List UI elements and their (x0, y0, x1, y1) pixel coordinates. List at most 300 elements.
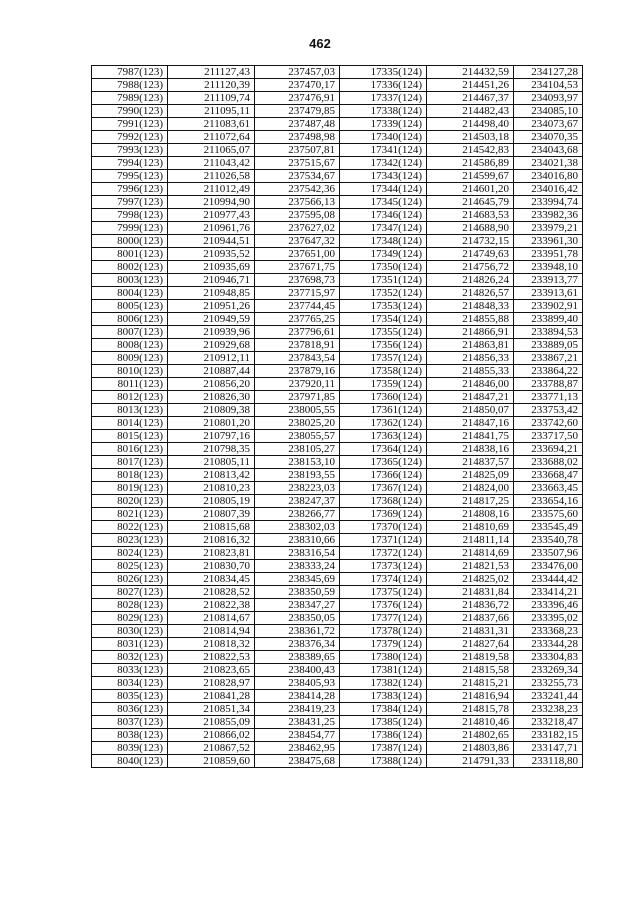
table-cell: 233414,21 (514, 586, 583, 599)
table-cell: 214811,14 (427, 534, 514, 547)
table-cell: 17381(124) (340, 664, 427, 677)
table-cell: 8007(123) (92, 326, 168, 339)
table-cell: 210834,45 (168, 573, 255, 586)
table-cell: 8036(123) (92, 703, 168, 716)
table-cell: 237479,85 (255, 105, 340, 118)
table-row (92, 495, 583, 508)
table-cell: 237796,61 (255, 326, 340, 339)
table-cell: 214816,94 (427, 690, 514, 703)
table-cell: 17363(124) (340, 430, 427, 443)
table-cell: 238475,68 (255, 755, 340, 768)
table-cell: 214850,07 (427, 404, 514, 417)
table-cell: 17350(124) (340, 261, 427, 274)
table-cell: 233994,74 (514, 196, 583, 209)
table-cell: 8021(123) (92, 508, 168, 521)
table-cell: 233894,53 (514, 326, 583, 339)
table-cell: 210851,34 (168, 703, 255, 716)
table-cell: 214432,59 (427, 66, 514, 79)
table-row (92, 560, 583, 573)
table-row (92, 443, 583, 456)
table-cell: 17387(124) (340, 742, 427, 755)
table-row (92, 235, 583, 248)
table-cell: 210935,69 (168, 261, 255, 274)
table-cell: 8005(123) (92, 300, 168, 313)
table-cell: 8015(123) (92, 430, 168, 443)
table-cell: 233147,71 (514, 742, 583, 755)
table-cell: 8029(123) (92, 612, 168, 625)
table-cell: 238333,24 (255, 560, 340, 573)
table-cell: 214683,53 (427, 209, 514, 222)
table-cell: 214599,67 (427, 170, 514, 183)
table-cell: 233575,60 (514, 508, 583, 521)
table-cell: 210948,85 (168, 287, 255, 300)
table-cell: 210929,68 (168, 339, 255, 352)
table-row (92, 248, 583, 261)
table-cell: 238419,23 (255, 703, 340, 716)
table-cell: 210798,35 (168, 443, 255, 456)
table-cell: 214749,63 (427, 248, 514, 261)
table-cell: 233507,96 (514, 547, 583, 560)
table-cell: 214542,83 (427, 144, 514, 157)
table-cell: 233304,83 (514, 651, 583, 664)
table-cell: 17358(124) (340, 365, 427, 378)
table-row (92, 456, 583, 469)
table-cell: 214451,26 (427, 79, 514, 92)
table-cell: 211120,39 (168, 79, 255, 92)
table-cell: 211072,64 (168, 131, 255, 144)
table-cell: 8020(123) (92, 495, 168, 508)
table-cell: 237498,98 (255, 131, 340, 144)
table-cell: 233255,73 (514, 677, 583, 690)
table-cell: 17344(124) (340, 183, 427, 196)
table-cell: 210855,09 (168, 716, 255, 729)
table-cell: 214825,09 (427, 469, 514, 482)
table-cell: 210944,51 (168, 235, 255, 248)
table-row (92, 599, 583, 612)
table-cell: 8024(123) (92, 547, 168, 560)
table-cell: 233867,21 (514, 352, 583, 365)
table-cell: 210912,11 (168, 352, 255, 365)
table-row (92, 105, 583, 118)
table-cell: 237651,00 (255, 248, 340, 261)
table-cell: 214810,46 (427, 716, 514, 729)
table-cell: 238400,43 (255, 664, 340, 677)
table-row (92, 157, 583, 170)
table-cell: 233899,40 (514, 313, 583, 326)
table-cell: 17377(124) (340, 612, 427, 625)
table-cell: 233951,78 (514, 248, 583, 261)
table-row (92, 625, 583, 638)
table-row (92, 352, 583, 365)
table-cell: 233694,21 (514, 443, 583, 456)
coordinates-table-body (92, 66, 583, 768)
table-cell: 233269,34 (514, 664, 583, 677)
table-cell: 214837,66 (427, 612, 514, 625)
table-cell: 7996(123) (92, 183, 168, 196)
table-row (92, 703, 583, 716)
table-cell: 234043,68 (514, 144, 583, 157)
table-cell: 8030(123) (92, 625, 168, 638)
table-row (92, 131, 583, 144)
table-row (92, 404, 583, 417)
table-cell: 211026,58 (168, 170, 255, 183)
table-cell: 8033(123) (92, 664, 168, 677)
table-cell: 237487,48 (255, 118, 340, 131)
table-cell: 17361(124) (340, 404, 427, 417)
table-cell: 8009(123) (92, 352, 168, 365)
table-cell: 17376(124) (340, 599, 427, 612)
table-row (92, 326, 583, 339)
table-row (92, 391, 583, 404)
table-cell: 238266,77 (255, 508, 340, 521)
table-cell: 214467,37 (427, 92, 514, 105)
table-cell: 17342(124) (340, 157, 427, 170)
table-cell: 214756,72 (427, 261, 514, 274)
table-cell: 214863,81 (427, 339, 514, 352)
table-cell: 211012,49 (168, 183, 255, 196)
table-cell: 238376,34 (255, 638, 340, 651)
table-cell: 210823,81 (168, 547, 255, 560)
table-cell: 210818,32 (168, 638, 255, 651)
table-cell: 8000(123) (92, 235, 168, 248)
table-cell: 233118,80 (514, 755, 583, 768)
table-row (92, 287, 583, 300)
table-cell: 238405,93 (255, 677, 340, 690)
table-cell: 238247,37 (255, 495, 340, 508)
table-row (92, 742, 583, 755)
table-row (92, 651, 583, 664)
table-cell: 214836,72 (427, 599, 514, 612)
table-cell: 210867,52 (168, 742, 255, 755)
table-cell: 8017(123) (92, 456, 168, 469)
table-cell: 238153,10 (255, 456, 340, 469)
table-cell: 8026(123) (92, 573, 168, 586)
table-cell: 214831,31 (427, 625, 514, 638)
table-cell: 237744,45 (255, 300, 340, 313)
table-cell: 237566,13 (255, 196, 340, 209)
table-cell: 17386(124) (340, 729, 427, 742)
table-cell: 233982,36 (514, 209, 583, 222)
table-row (92, 79, 583, 92)
table-row (92, 482, 583, 495)
table-cell: 238310,66 (255, 534, 340, 547)
table-cell: 237647,32 (255, 235, 340, 248)
table-cell: 237843,54 (255, 352, 340, 365)
table-row (92, 118, 583, 131)
table-cell: 234104,53 (514, 79, 583, 92)
table-cell: 214831,84 (427, 586, 514, 599)
table-cell: 214866,91 (427, 326, 514, 339)
table-cell: 214825,02 (427, 573, 514, 586)
table-cell: 7990(123) (92, 105, 168, 118)
table-cell: 233241,44 (514, 690, 583, 703)
table-cell: 234016,80 (514, 170, 583, 183)
table-cell: 17341(124) (340, 144, 427, 157)
table-cell: 8006(123) (92, 313, 168, 326)
table-cell: 214808,16 (427, 508, 514, 521)
table-row (92, 690, 583, 703)
table-cell: 17373(124) (340, 560, 427, 573)
table-cell: 7999(123) (92, 222, 168, 235)
table-cell: 234021,38 (514, 157, 583, 170)
table-cell: 233948,10 (514, 261, 583, 274)
table-cell: 210935,52 (168, 248, 255, 261)
table-row (92, 755, 583, 768)
table-cell: 214821,53 (427, 560, 514, 573)
table-cell: 8038(123) (92, 729, 168, 742)
table-cell: 233395,02 (514, 612, 583, 625)
table-cell: 238025,20 (255, 417, 340, 430)
table-cell: 210859,60 (168, 755, 255, 768)
table-cell: 17345(124) (340, 196, 427, 209)
table-cell: 8002(123) (92, 261, 168, 274)
table-cell: 17368(124) (340, 495, 427, 508)
table-cell: 8039(123) (92, 742, 168, 755)
table-cell: 8016(123) (92, 443, 168, 456)
table-cell: 17382(124) (340, 677, 427, 690)
table-cell: 17384(124) (340, 703, 427, 716)
table-cell: 17372(124) (340, 547, 427, 560)
coordinates-table (91, 65, 583, 768)
table-row (92, 729, 583, 742)
table-cell: 233913,61 (514, 287, 583, 300)
table-cell: 214586,89 (427, 157, 514, 170)
table-cell: 17378(124) (340, 625, 427, 638)
table-row (92, 586, 583, 599)
table-cell: 8034(123) (92, 677, 168, 690)
table-cell: 237627,02 (255, 222, 340, 235)
table-cell: 234085,10 (514, 105, 583, 118)
table-cell: 210856,20 (168, 378, 255, 391)
table-cell: 233902,91 (514, 300, 583, 313)
table-cell: 237476,91 (255, 92, 340, 105)
table-cell: 214838,16 (427, 443, 514, 456)
table-cell: 233344,28 (514, 638, 583, 651)
table-cell: 233913,77 (514, 274, 583, 287)
table-cell: 17370(124) (340, 521, 427, 534)
table-cell: 214601,20 (427, 183, 514, 196)
table-cell: 17379(124) (340, 638, 427, 651)
table-cell: 8004(123) (92, 287, 168, 300)
table-cell: 17346(124) (340, 209, 427, 222)
table-row (92, 378, 583, 391)
table-cell: 8003(123) (92, 274, 168, 287)
table-cell: 210939,96 (168, 326, 255, 339)
table-cell: 17360(124) (340, 391, 427, 404)
table-cell: 238350,05 (255, 612, 340, 625)
table-cell: 210809,38 (168, 404, 255, 417)
table-cell: 234070,35 (514, 131, 583, 144)
table-cell: 238462,95 (255, 742, 340, 755)
table-cell: 211083,61 (168, 118, 255, 131)
table-cell: 210828,52 (168, 586, 255, 599)
table-cell: 238055,57 (255, 430, 340, 443)
table-cell: 211095,11 (168, 105, 255, 118)
table-row (92, 92, 583, 105)
table-cell: 210813,42 (168, 469, 255, 482)
table-cell: 233668,47 (514, 469, 583, 482)
table-cell: 237534,67 (255, 170, 340, 183)
table-cell: 233476,00 (514, 560, 583, 573)
table-cell: 8023(123) (92, 534, 168, 547)
table-cell: 214803,86 (427, 742, 514, 755)
table-cell: 238345,69 (255, 573, 340, 586)
table-cell: 214645,79 (427, 196, 514, 209)
table-cell: 237671,75 (255, 261, 340, 274)
table-cell: 17356(124) (340, 339, 427, 352)
table-cell: 8037(123) (92, 716, 168, 729)
table-cell: 214815,78 (427, 703, 514, 716)
table-cell: 237470,17 (255, 79, 340, 92)
table-cell: 210816,32 (168, 534, 255, 547)
table-cell: 211043,42 (168, 157, 255, 170)
table-cell: 214815,21 (427, 677, 514, 690)
table-cell: 17385(124) (340, 716, 427, 729)
table-cell: 8018(123) (92, 469, 168, 482)
table-cell: 214791,33 (427, 755, 514, 768)
table-cell: 17380(124) (340, 651, 427, 664)
table-cell: 17383(124) (340, 690, 427, 703)
table-cell: 233396,46 (514, 599, 583, 612)
table-row (92, 521, 583, 534)
table-cell: 233444,42 (514, 573, 583, 586)
table-cell: 210951,26 (168, 300, 255, 313)
table-cell: 7998(123) (92, 209, 168, 222)
table-cell: 7997(123) (92, 196, 168, 209)
table-cell: 17340(124) (340, 131, 427, 144)
table-row (92, 365, 583, 378)
table-cell: 7991(123) (92, 118, 168, 131)
table-cell: 214802,65 (427, 729, 514, 742)
table-row (92, 196, 583, 209)
table-cell: 233663,45 (514, 482, 583, 495)
table-row (92, 469, 583, 482)
table-cell: 237765,25 (255, 313, 340, 326)
table-cell: 17367(124) (340, 482, 427, 495)
table-cell: 214810,69 (427, 521, 514, 534)
table-cell: 238361,72 (255, 625, 340, 638)
table-cell: 210841,28 (168, 690, 255, 703)
table-cell: 8011(123) (92, 378, 168, 391)
table-row (92, 313, 583, 326)
table-cell: 238193,55 (255, 469, 340, 482)
table-cell: 237457,03 (255, 66, 340, 79)
table-cell: 214503,18 (427, 131, 514, 144)
table-cell: 210866,02 (168, 729, 255, 742)
table-cell: 237818,91 (255, 339, 340, 352)
table-cell: 210822,38 (168, 599, 255, 612)
table-cell: 17349(124) (340, 248, 427, 261)
table-cell: 233238,23 (514, 703, 583, 716)
table-cell: 8014(123) (92, 417, 168, 430)
table-cell: 8022(123) (92, 521, 168, 534)
table-cell: 17335(124) (340, 66, 427, 79)
table-cell: 233889,05 (514, 339, 583, 352)
table-cell: 7988(123) (92, 79, 168, 92)
table-cell: 237698,73 (255, 274, 340, 287)
table-cell: 8027(123) (92, 586, 168, 599)
table-cell: 233218,47 (514, 716, 583, 729)
table-cell: 8019(123) (92, 482, 168, 495)
table-cell: 214848,33 (427, 300, 514, 313)
table-cell: 7994(123) (92, 157, 168, 170)
table-cell: 238350,59 (255, 586, 340, 599)
table-cell: 214837,57 (427, 456, 514, 469)
table-cell: 214814,69 (427, 547, 514, 560)
table-cell: 214846,00 (427, 378, 514, 391)
table-cell: 17338(124) (340, 105, 427, 118)
table-row (92, 170, 583, 183)
table-cell: 8028(123) (92, 599, 168, 612)
table-cell: 233717,50 (514, 430, 583, 443)
table-cell: 17347(124) (340, 222, 427, 235)
table-row (92, 274, 583, 287)
table-cell: 238005,55 (255, 404, 340, 417)
table-cell: 214855,88 (427, 313, 514, 326)
table-cell: 17357(124) (340, 352, 427, 365)
table-cell: 214688,90 (427, 222, 514, 235)
table-cell: 210797,16 (168, 430, 255, 443)
table-cell: 238414,28 (255, 690, 340, 703)
table-cell: 238302,03 (255, 521, 340, 534)
table-row (92, 573, 583, 586)
table-row (92, 664, 583, 677)
table-cell: 214815,58 (427, 664, 514, 677)
table-cell: 233368,23 (514, 625, 583, 638)
table-cell: 210828,97 (168, 677, 255, 690)
table-cell: 214817,25 (427, 495, 514, 508)
table-cell: 17351(124) (340, 274, 427, 287)
table-cell: 17352(124) (340, 287, 427, 300)
table-cell: 17355(124) (340, 326, 427, 339)
table-cell: 237542,36 (255, 183, 340, 196)
table-row (92, 547, 583, 560)
table-cell: 214498,40 (427, 118, 514, 131)
table-cell: 233545,49 (514, 521, 583, 534)
table-cell: 210814,67 (168, 612, 255, 625)
table-cell: 17369(124) (340, 508, 427, 521)
table-cell: 238105,27 (255, 443, 340, 456)
table-cell: 214847,16 (427, 417, 514, 430)
table-cell: 214826,57 (427, 287, 514, 300)
table-cell: 7995(123) (92, 170, 168, 183)
table-cell: 8008(123) (92, 339, 168, 352)
table-cell: 237595,08 (255, 209, 340, 222)
table-cell: 7992(123) (92, 131, 168, 144)
table-row (92, 144, 583, 157)
table-row (92, 417, 583, 430)
table-cell: 17364(124) (340, 443, 427, 456)
table-cell: 238389,65 (255, 651, 340, 664)
table-cell: 17359(124) (340, 378, 427, 391)
table-cell: 234093,97 (514, 92, 583, 105)
table-cell: 8025(123) (92, 560, 168, 573)
table-cell: 233540,78 (514, 534, 583, 547)
table-row (92, 222, 583, 235)
table-cell: 17339(124) (340, 118, 427, 131)
table-cell: 237515,67 (255, 157, 340, 170)
table-cell: 233979,21 (514, 222, 583, 235)
table-cell: 7993(123) (92, 144, 168, 157)
table-row (92, 183, 583, 196)
table-row (92, 534, 583, 547)
table-row (92, 716, 583, 729)
table-cell: 233864,22 (514, 365, 583, 378)
table-cell: 234073,67 (514, 118, 583, 131)
table-cell: 17353(124) (340, 300, 427, 313)
table-cell: 17366(124) (340, 469, 427, 482)
table-cell: 237715,97 (255, 287, 340, 300)
